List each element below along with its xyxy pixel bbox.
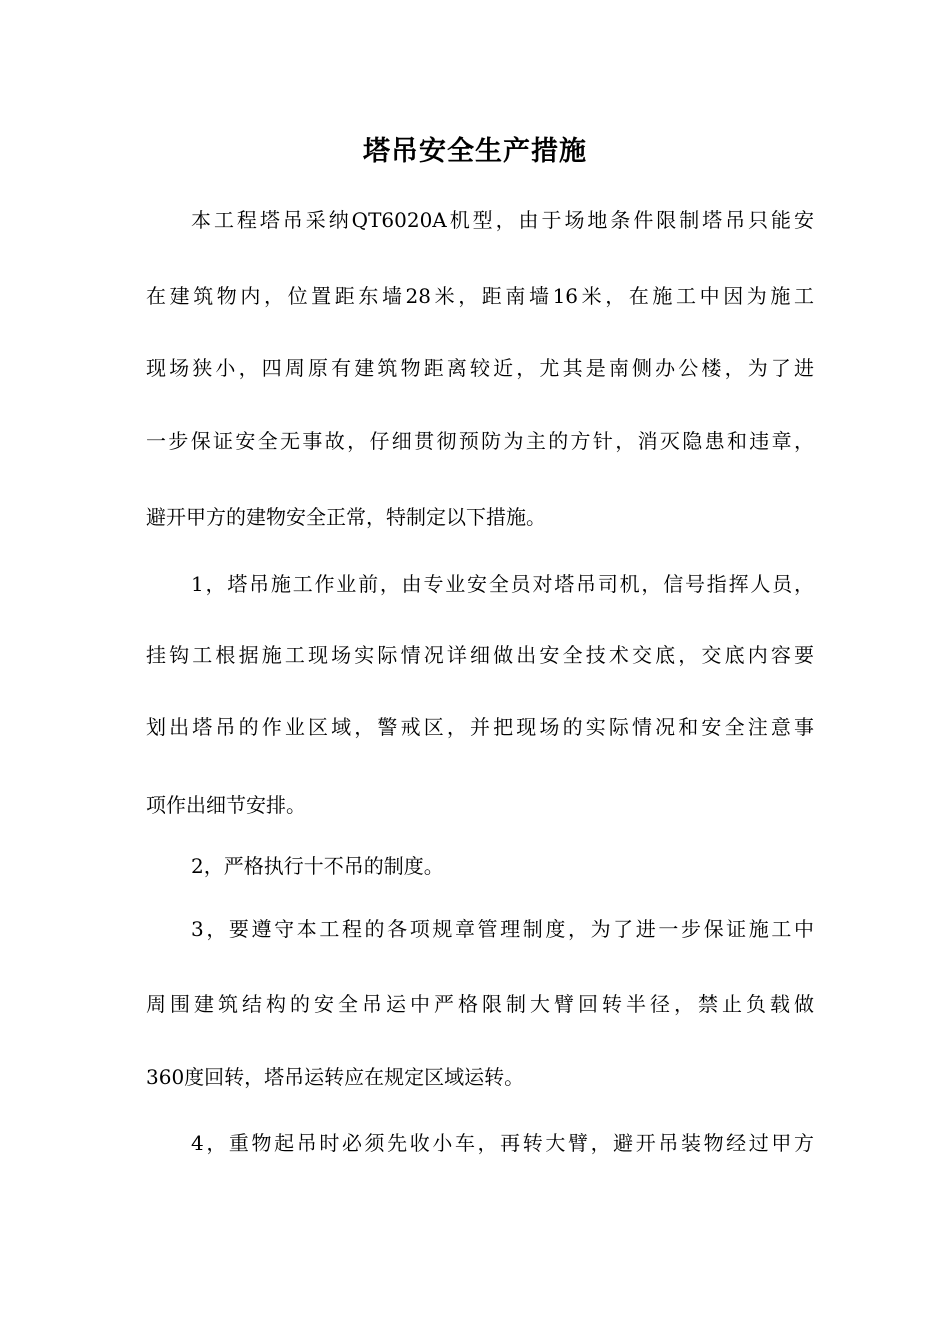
paragraph-line: 周围建筑结构的安全吊运中严格限制大臂回转半径，禁止负载做 [146,992,814,1016]
paragraph-line: 避开甲方的建物安全正常，特制定以下措施。 [146,505,546,529]
paragraph-line: 项作出细节安排。 [146,793,306,817]
document-title: 塔吊安全生产措施 [363,136,587,167]
paragraph-line: 1，塔吊施工作业前，由专业安全员对塔吊司机，信号指挥人员， [191,572,814,596]
paragraph-line: 本工程塔吊采纳QT6020A机型，由于场地条件限制塔吊只能安 [191,208,814,232]
paragraph-line: 挂钩工根据施工现场实际情况详细做出安全技术交底，交底内容要 [146,643,814,667]
paragraph-line: 划出塔吊的作业区域，警戒区，并把现场的实际情况和安全注意事 [146,715,814,739]
paragraph-line: 2，严格执行十不吊的制度。 [191,854,444,878]
paragraph-line: 3，要遵守本工程的各项规章管理制度，为了进一步保证施工中 [191,917,814,941]
paragraph-line: 360度回转，塔吊运转应在规定区域运转。 [146,1065,525,1089]
paragraph-line: 一步保证安全无事故，仔细贯彻预防为主的方针，消灭隐患和违章， [146,429,814,453]
paragraph-line: 现场狭小，四周原有建筑物距离较近，尤其是南侧办公楼，为了进 [146,356,814,380]
paragraph-line: 4，重物起吊时必须先收小车，再转大臂，避开吊装物经过甲方 [191,1131,814,1155]
paragraph-line: 在建筑物内，位置距东墙28米，距南墙16米，在施工中因为施工 [146,284,814,308]
